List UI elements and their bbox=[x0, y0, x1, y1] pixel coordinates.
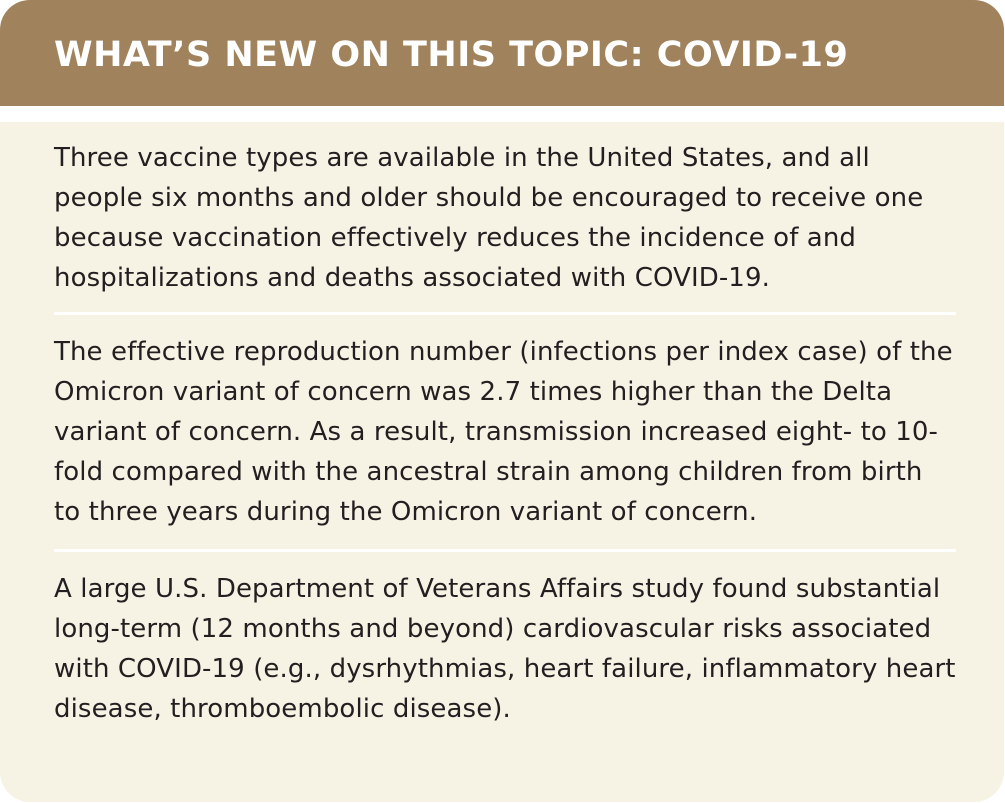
header-bar bbox=[0, 0, 1004, 106]
content-area bbox=[54, 138, 956, 729]
item-va-cardiovascular-risk: A large U.S. Department of Veterans Affairs study found substantial long-term (12 months and beyond) cardiovascular risks associated with COVID-19 (e.g., dysrhythmias, heart failure, inflammatory heart disease, thromboembolic disease). bbox=[54, 574, 956, 724]
item-omicron-reproduction: The effective reproduction number (infections per index case) of the Omicron variant of concern was 2.7 times higher than the Delta variant of concern. As a result, transmission increased eight- to 10-fold compared with the ancestral strain among children from birth to three years during the Omicron variant of concern. bbox=[54, 337, 953, 527]
box-title: WHAT’S NEW ON THIS TOPIC: COVID-19 bbox=[54, 35, 849, 75]
divider bbox=[54, 312, 956, 315]
item-vaccine-types: Three vaccine types are available in the United States, and all people six months and older should be encouraged to receive one because vaccination effectively reduces the incidence of and hospitalizations and deaths associated with COVID-19. bbox=[54, 143, 924, 293]
header-separator bbox=[0, 106, 1004, 122]
divider bbox=[54, 549, 956, 552]
